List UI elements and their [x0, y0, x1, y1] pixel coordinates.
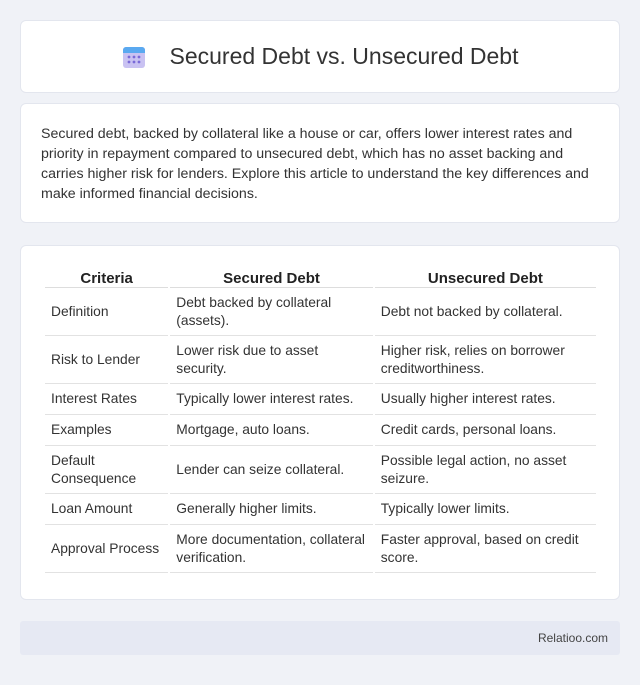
cell-unsecured: Debt not backed by collateral. [375, 288, 596, 336]
cell-criteria: Examples [45, 415, 168, 446]
table-row [45, 415, 596, 446]
cell-secured: Lower risk due to asset security. [170, 336, 372, 384]
table-row [45, 384, 596, 415]
cell-unsecured: Typically lower limits. [375, 494, 596, 525]
header-criteria: Criteria [45, 266, 168, 288]
footer-bar [20, 621, 620, 655]
title-card [20, 20, 620, 93]
cell-secured: Generally higher limits. [170, 494, 372, 525]
table-row [45, 336, 596, 384]
table-row [45, 494, 596, 525]
table-row [45, 288, 596, 336]
cell-criteria: Interest Rates [45, 384, 168, 415]
comparison-card [20, 245, 620, 600]
cell-criteria: Loan Amount [45, 494, 168, 525]
calendar-icon [121, 44, 147, 70]
cell-secured: Debt backed by collateral (assets). [170, 288, 372, 336]
cell-criteria: Approval Process [45, 525, 168, 573]
comparison-table [43, 266, 598, 573]
cell-secured: Mortgage, auto loans. [170, 415, 372, 446]
cell-unsecured: Usually higher interest rates. [375, 384, 596, 415]
table-row [45, 446, 596, 494]
intro-card [20, 103, 620, 223]
header-unsecured: Unsecured Debt [375, 266, 596, 288]
page-title: Secured Debt vs. Unsecured Debt [169, 43, 519, 69]
cell-secured: Lender can seize collateral. [170, 446, 372, 494]
cell-unsecured: Faster approval, based on credit score. [375, 525, 596, 573]
footer-brand[interactable]: Relatioo.com [537, 631, 608, 645]
cell-secured: More documentation, collateral verification. [170, 525, 372, 573]
table-header-row [45, 266, 596, 288]
cell-unsecured: Credit cards, personal loans. [375, 415, 596, 446]
cell-criteria: Default Consequence [45, 446, 168, 494]
cell-unsecured: Higher risk, relies on borrower creditworthiness. [375, 336, 596, 384]
intro-paragraph: Secured debt, backed by collateral like a house or car, offers lower interest rates and priority in repayment compared to unsecured debt, which has no asset backing and carries higher risk for lenders. Explore this article to understand the key differences and make informed financial decisions. [41, 126, 589, 202]
cell-secured: Typically lower interest rates. [170, 384, 372, 415]
cell-criteria: Risk to Lender [45, 336, 168, 384]
cell-unsecured: Possible legal action, no asset seizure. [375, 446, 596, 494]
header-secured: Secured Debt [170, 266, 372, 288]
cell-criteria: Definition [45, 288, 168, 336]
table-row [45, 525, 596, 573]
